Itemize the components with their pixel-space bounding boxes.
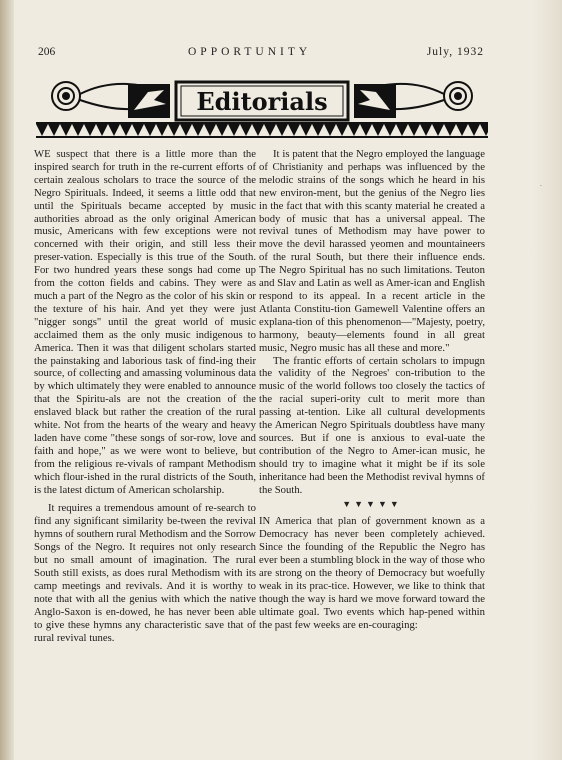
page-number: 206 — [38, 46, 56, 58]
running-header — [38, 46, 484, 62]
right-column — [259, 148, 485, 632]
page-edge — [534, 0, 562, 760]
editorial2-text1: IN America that plan of government known as a Democracy has never been completely achieved. Since the founding of the Republic the Negro has ever been a stumbling block in the way of those who are strong on the theory of Democracy but woefully weak in its prac-tice. However, we like to think that though the way is hard we move forward toward the ultimate goal. Two events which hap-pened within the past few weeks are en-couraging: — [259, 515, 485, 631]
section-separator: ▼▼▼▼▼ — [342, 499, 402, 510]
issue-date: July, 1932 — [426, 46, 484, 58]
book-spine-shadow — [0, 0, 14, 760]
editorial1-para4: The frantic efforts of certain scholars to impugn the validity of the Negroes' con-tribution to the music of the world follows too closely the tactics of the racial superi-ority cult to merit more than passing at-tention. Like all cultural developments the American Negro Spirituals doubtless have many sources. But if one is anxious to eval-uate the contribution of the Negro to Amer-ican music, he should try to imagine what it might be if its sole inheritance had been the Methodist revival hymns of the South. — [259, 354, 485, 496]
editorial1-para1 — [34, 148, 256, 496]
editorial2-para1 — [259, 515, 485, 631]
margin-mark: . — [540, 180, 542, 188]
banner-title: Editorials — [196, 87, 328, 116]
editorials-banner — [36, 70, 488, 140]
editorial1-para2: It requires a tremendous amount of re-search to find any significant similarity be-tween the revival hymns of southern rural Methodism and the Sorrow Songs of the Negro. It requires not only research but no small amount of imagination. The rural South still exists, as does rural Methodism with its camp meetings and revivals. And it is worthy to note that with all the genius with which the native Anglo-Saxon is en-dowed, he has never been able to give these hymns any characteristic save that of rural revival tunes. — [34, 502, 256, 644]
magazine-title: OPPORTUNITY — [188, 46, 312, 58]
left-column — [34, 148, 256, 644]
editorial1-text1: WE suspect that there is a little more than the inspired search for truth in the re-current efforts of certain zealous scholars to trace the source of the Negro Spirituals. Indeed, it seems a little odd that until the Spirituals became accepted by music authorities abroad as the only original American music, Americans with few exceptions were not concerned with their origin, and still less their preser-vation. Especially is this true of the South. For two hundred years these songs had come up from the cotton fields and cabins. They were as much a part of the Negro as the color of his skin or the texture of his hair. And yet they were just "nigger songs" until the great world of music acclaimed them as the only music indigenous to America. Then it was that diligent scholars started the painstaking and laborious task of find-ing their source, of collecting and amassing voluminous data by which ultimately they were enabled to announce that the Spiritu-als are not the creation of the enslaved black but rather the creation of the rural white. Not from the hearts of the weary and heavy laden have come "these songs of sor-row, love and faith and hope," as we were wont to believe, but from the religious re-vivals of rampant Methodism which flour-ished in the rural districts of the South, is the latest dictum of American scholarship. — [34, 148, 256, 496]
editorial1-para3: It is patent that the Negro employed the language of Christianity and perhaps was influenced by the melodic strains of the songs which he heard in his new environ-ment, but the genius of the Negro lies in the fact that with this scanty material he created a body of music that has a universal appeal. The revival tunes of Methodism may have power to move the devil harassed yeomen and mountaineers of the rural South, but there their influence ends. The Negro Spiritual has no such limitations. Teuton and Slav and Latin as well as Amer-ican and English respond to its appeal. In a recent article in the Atlanta Constitu-tion Gamewell Valentine offers an explana-tion of this phenomenon—"Majesty, poetry, harmony, beauty—elements found in all great music, Negro music has all these and more." — [259, 148, 485, 354]
